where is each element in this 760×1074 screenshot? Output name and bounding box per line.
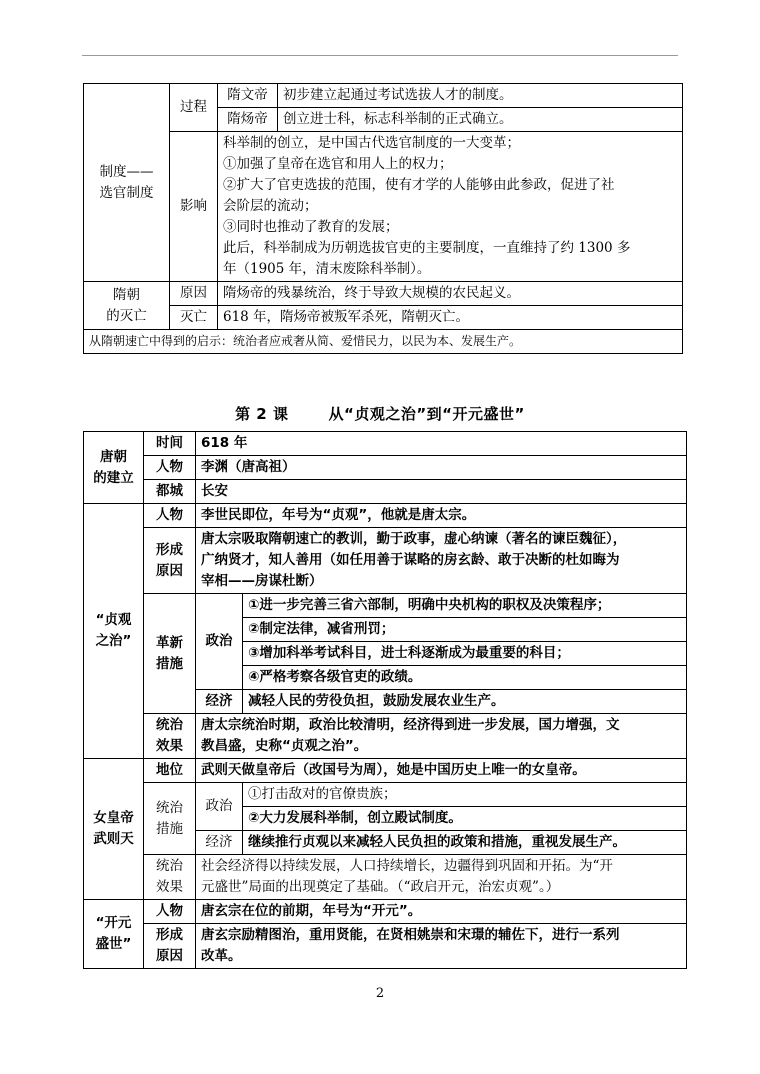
cell-zg-politics-item-4: ④严格考察各级官吏的政绩。 [243, 666, 687, 690]
table-tang-dynasty [83, 431, 687, 969]
lesson-title [0, 403, 760, 424]
cell-wzt-status-value: 武则天做皇帝后（改国号为周），她是中国历史上唯一的女皇帝。 [196, 759, 687, 783]
cell-wzt-economy-value: 继续推行贞观以来减轻人民负担的政策和措施，重视发展生产。 [243, 831, 687, 855]
cell-ky-cause-label: 形成 原因 [144, 924, 196, 969]
cell-emperor2-text: 创立进士科，标志科举制的正式确立。 [278, 108, 683, 132]
cell-person-value: 李渊（唐高祖） [196, 456, 687, 480]
cell-time-value: 618 年 [196, 432, 687, 456]
cell-impact-label: 影响 [170, 132, 218, 282]
cell-zg-politics-item-1: ①进一步完善三省六部制，明确中央机构的职权及决策程序； [243, 594, 687, 618]
cell-ky-label: “开元 盛世” [84, 900, 144, 969]
cell-zg-person-label: 人物 [144, 504, 196, 528]
lesson-number: 第 2 课 [235, 405, 289, 423]
header-rule [82, 55, 678, 56]
cell-zg-economy-label: 经济 [196, 690, 243, 714]
table-sui-dynasty [83, 83, 683, 354]
cell-wzt-economy-label: 经济 [196, 831, 243, 855]
cell-ky-cause-value: 唐玄宗励精图治，重用贤能，在贤相姚崇和宋璟的辅佐下，进行一系列 改革。 [196, 924, 687, 969]
cell-capital-label: 都城 [144, 480, 196, 504]
cell-process-label: 过程 [170, 84, 218, 132]
page-number: 2 [375, 986, 385, 1001]
cell-wzt-politics-item-2: ②大力发展科举制，创立殿试制度。 [243, 807, 687, 831]
cell-wzt-effect-value: 社会经济得以持续发展，人口持续增长，边疆得到巩固和开拓。为“开 元盛世”局面的出现奠定了基础。（“政启开元，治宏贞观”。） [196, 855, 687, 900]
cell-zg-person-value: 李世民即位，年号为“贞观”，他就是唐太宗。 [196, 504, 687, 528]
cell-zg-cause-label: 形成 原因 [144, 528, 196, 594]
cell-fall-text: 618 年，隋炀帝被叛军杀死，隋朝灭亡。 [218, 306, 683, 330]
cell-wzt-politics-item-1: ①打击敌对的官僚贵族； [243, 783, 687, 807]
cell-impact-text: 科举制的创立，是中国古代选官制度的一大变革； ①加强了皇帝在选官和用人上的权力； ②扩大了官吏选拔的范围，使有才学的人能够由此参政，促进了社 会阶层的流动； ③同时也推动了教育的发展； 此后，科举制成为历朝选拔官吏的主要制度，一直维持了约 1300 多 年（1905 年，清末废除科举制）。 [218, 132, 683, 282]
cell-tang-founding-label: 唐朝 的建立 [84, 432, 144, 504]
cell-wzt-politics-label: 政治 [196, 783, 243, 831]
cell-zg-politics-item-3: ③增加科举考试科目，进士科逐渐成为最重要的科目； [243, 642, 687, 666]
cell-fall-sub-label: 灭亡 [170, 306, 218, 330]
cell-fall-label: 隋朝 的灭亡 [84, 282, 170, 330]
cell-zg-effect-label: 统治 效果 [144, 714, 196, 759]
cell-time-label: 时间 [144, 432, 196, 456]
cell-ky-person-label: 人物 [144, 900, 196, 924]
cell-cause-text: 隋炀帝的残暴统治，终于导致大规模的农民起义。 [218, 282, 683, 306]
cell-zg-politics-item-2: ②制定法律，减省刑罚； [243, 618, 687, 642]
cell-cause-label: 原因 [170, 282, 218, 306]
cell-zg-reform-label: 革新 措施 [144, 594, 196, 714]
cell-system-label: 制度—— 选官制度 [84, 84, 170, 282]
cell-wzt-label: 女皇帝 武则天 [84, 759, 144, 900]
cell-emperor2: 隋炀帝 [218, 108, 278, 132]
cell-zg-effect-value: 唐太宗统治时期，政治比较清明，经济得到进一步发展，国力增强，文 教昌盛，史称“贞观之治”。 [196, 714, 687, 759]
cell-capital-value: 长安 [196, 480, 687, 504]
cell-person-label: 人物 [144, 456, 196, 480]
cell-lesson-note: 从隋朝速亡中得到的启示：统治者应戒奢从简、爱惜民力，以民为本、发展生产。 [84, 330, 683, 354]
lesson-heading: 从“贞观之治”到“开元盛世” [328, 405, 525, 423]
cell-wzt-effect-label: 统治 效果 [144, 855, 196, 900]
cell-wzt-status-label: 地位 [144, 759, 196, 783]
cell-emperor1: 隋文帝 [218, 84, 278, 108]
cell-ky-person-value: 唐玄宗在位的前期，年号为“开元”。 [196, 900, 687, 924]
cell-wzt-measures-label: 统治 措施 [144, 783, 196, 855]
cell-emperor1-text: 初步建立起通过考试选拔人才的制度。 [278, 84, 683, 108]
cell-zg-cause-value: 唐太宗吸取隋朝速亡的教训，勤于政事，虚心纳谏（著名的谏臣魏征）， 广纳贤才，知人善用（如任用善于谋略的房玄龄、敢于决断的杜如晦为 宰相——房谋杜断） [196, 528, 687, 594]
cell-zhenguan-label: “贞观 之治” [84, 504, 144, 759]
cell-zg-politics-label: 政治 [196, 594, 243, 690]
cell-zg-economy-value: 减轻人民的劳役负担，鼓励发展农业生产。 [243, 690, 687, 714]
